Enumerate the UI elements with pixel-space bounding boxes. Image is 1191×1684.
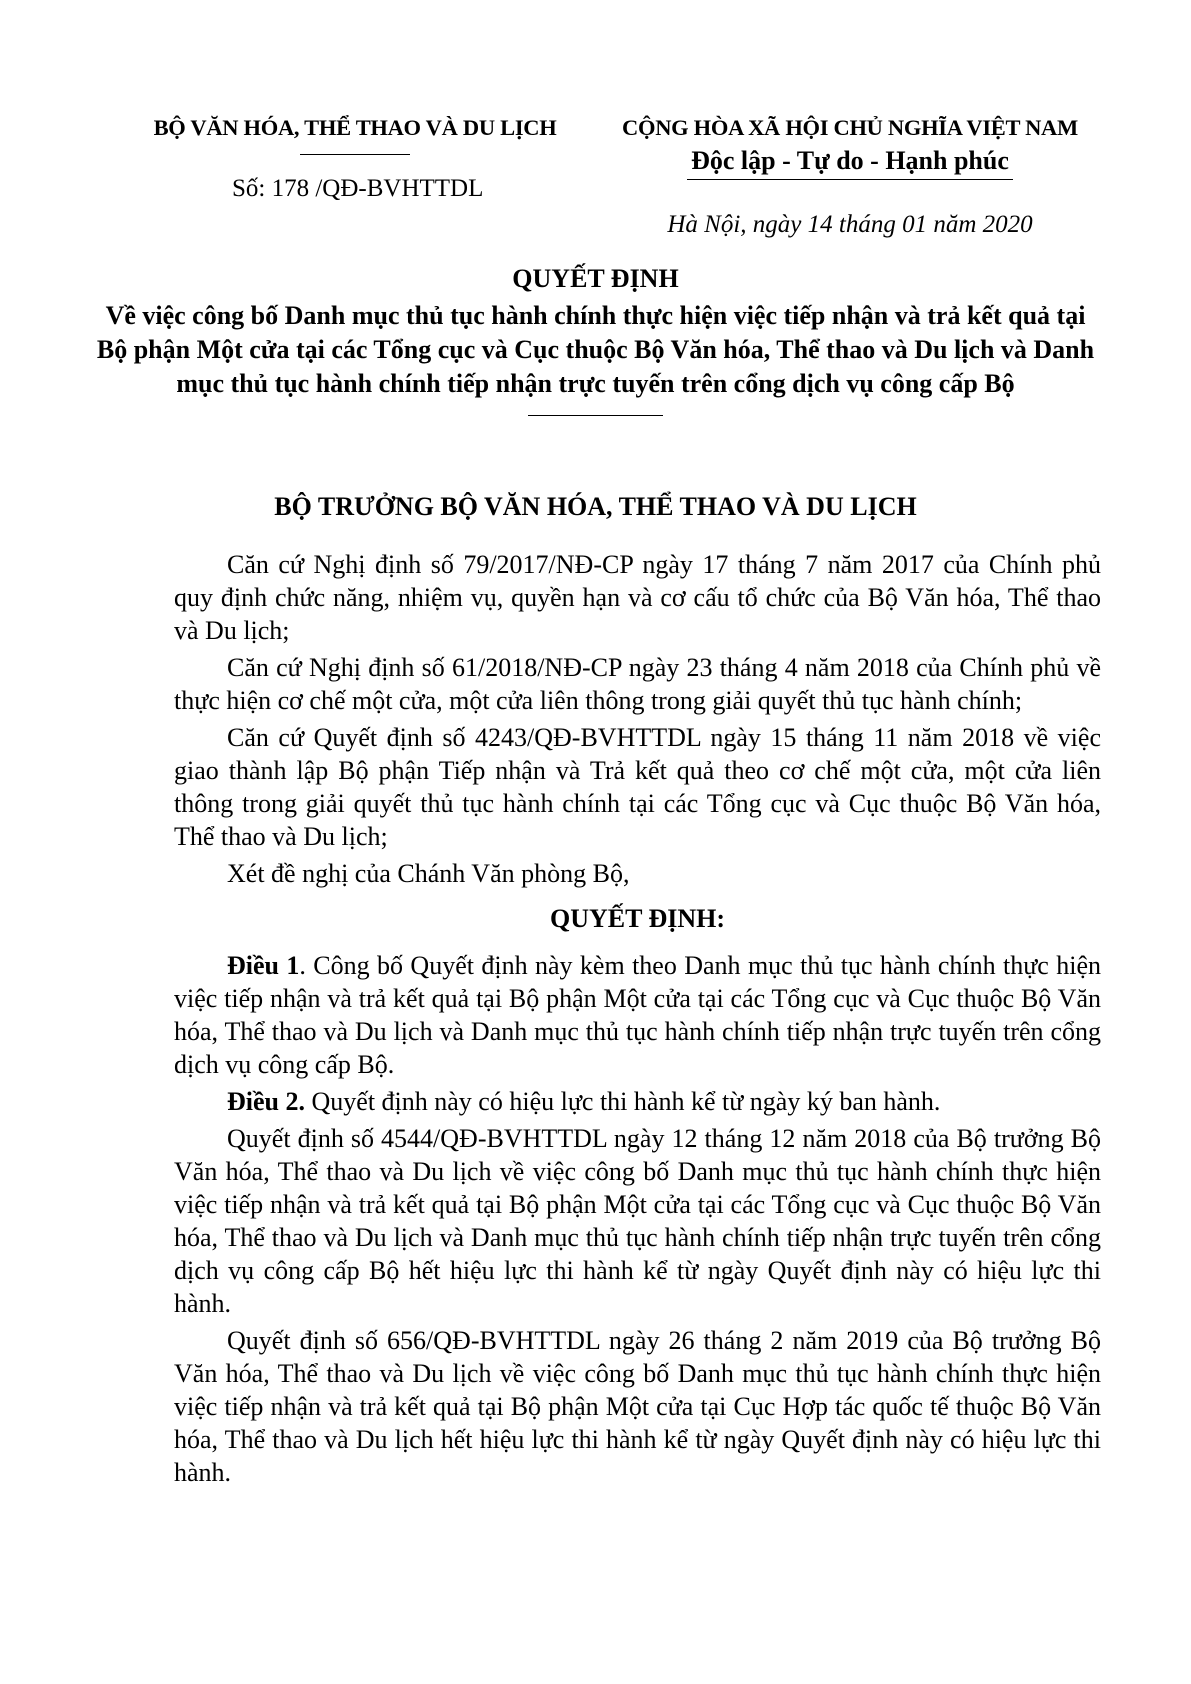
title-underline bbox=[528, 415, 663, 416]
legal-basis-paragraph: Căn cứ Nghị định số 79/2017/NĐ-CP ngày 17 tháng 7 năm 2017 của Chính phủ quy định chức năng, nhiệm vụ, quyền hạn và cơ cấu tổ chức của Bộ Văn hóa, Thể thao và Du lịch; bbox=[174, 550, 1101, 645]
document-type: QUYẾT ĐỊNH bbox=[512, 264, 679, 293]
issuing-agency-block bbox=[120, 112, 590, 155]
article-2-text: Quyết định này có hiệu lực thi hành kể từ ngày ký ban hành. bbox=[305, 1087, 941, 1116]
article-2-paragraph: Quyết định số 4544/QĐ-BVHTTDL ngày 12 tháng 12 năm 2018 của Bộ trưởng Bộ Văn hóa, Thể thao và Du lịch về việc công bố Danh mục thủ tục hành chính thực hiện việc tiếp nhận và trả kết quả tại Bộ phận Một cửa tại các Tổng cục và Cục thuộc Bộ Văn hóa, Thể thao và Du lịch và Danh mục thủ tục hành chính tiếp nhận trực tuyến trên cổng dịch vụ công cấp Bộ hết hiệu lực thi hành kể từ ngày Quyết định này có hiệu lực thi hành. bbox=[174, 1124, 1101, 1318]
article-1-label: Điều 1 bbox=[227, 951, 300, 980]
national-motto: Độc lập - Tự do - Hạnh phúc bbox=[687, 144, 1013, 180]
legal-basis-paragraph: Căn cứ Nghị định số 61/2018/NĐ-CP ngày 23 tháng 4 năm 2018 của Chính phủ về thực hiện cơ chế một cửa, một cửa liên thông trong giải quyết thủ tục hành chính; bbox=[174, 653, 1101, 715]
issuer-title: BỘ TRƯỞNG BỘ VĂN HÓA, THỂ THAO VÀ DU LỊCH bbox=[274, 492, 917, 521]
document-subject: Về việc công bố Danh mục thủ tục hành chính thực hiện việc tiếp nhận và trả kết quả tại Bộ phận Một cửa tại các Tổng cục và Cục thuộc Bộ Văn hóa, Thể thao và Du lịch và Danh mục thủ tục hành chính tiếp nhận trực tuyến trên cổng dịch vụ công cấp Bộ bbox=[96, 301, 1095, 398]
proposal-paragraph: Xét đề nghị của Chánh Văn phòng Bộ, bbox=[227, 859, 630, 888]
article-1 bbox=[174, 949, 1101, 1081]
document-body bbox=[174, 548, 1101, 1493]
article-2 bbox=[174, 1085, 1101, 1118]
country-name: CỘNG HÒA XÃ HỘI CHỦ NGHĨA VIỆT NAM bbox=[622, 115, 1078, 140]
article-1-text: . Công bố Quyết định này kèm theo Danh mục thủ tục hành chính thực hiện việc tiếp nhận và trả kết quả tại Bộ phận Một cửa tại các Tổng cục và Cục thuộc Bộ Văn hóa, Thể thao và Du lịch và Danh mục thủ tục hành chính tiếp nhận trực tuyến trên cổng dịch vụ công cấp Bộ. bbox=[174, 951, 1102, 1079]
title-block bbox=[90, 262, 1101, 416]
document-number: Số: 178 /QĐ-BVHTTDL bbox=[232, 175, 484, 202]
agency-underline bbox=[300, 154, 410, 155]
place-and-date: Hà Nội, ngày 14 tháng 01 năm 2020 bbox=[667, 211, 1033, 238]
article-2-label: Điều 2. bbox=[227, 1087, 305, 1116]
decision-heading: QUYẾT ĐỊNH: bbox=[549, 904, 726, 933]
article-2-paragraph: Quyết định số 656/QĐ-BVHTTDL ngày 26 tháng 2 năm 2019 của Bộ trưởng Bộ Văn hóa, Thể thao và Du lịch về việc công bố Danh mục thủ tục hành chính thực hiện việc tiếp nhận và trả kết quả tại Bộ phận Một cửa tại Cục Hợp tác quốc tế thuộc Bộ Văn hóa, Thể thao và Du lịch hết hiệu lực thi hành kể từ ngày Quyết định này có hiệu lực thi hành. bbox=[174, 1326, 1101, 1487]
legal-basis-paragraph: Căn cứ Quyết định số 4243/QĐ-BVHTTDL ngày 15 tháng 11 năm 2018 về việc giao thành lập Bộ phận Tiếp nhận và Trả kết quả theo cơ chế một cửa, một cửa liên thông trong giải quyết thủ tục hành chính tại các Tổng cục và Cục thuộc Bộ Văn hóa, Thể thao và Du lịch; bbox=[174, 723, 1101, 851]
issuing-agency: BỘ VĂN HÓA, THỂ THAO VÀ DU LỊCH bbox=[153, 115, 557, 140]
national-heading-block bbox=[585, 112, 1115, 180]
